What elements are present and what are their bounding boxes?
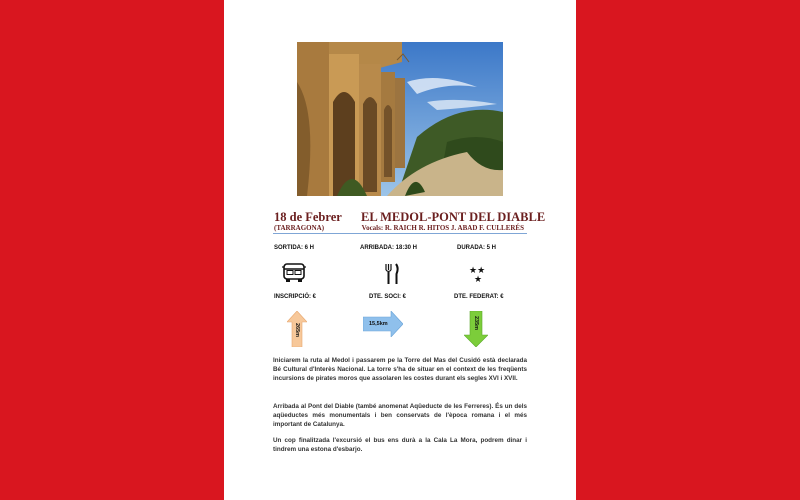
paragraph-medol: Iniciarem la ruta al Medol i passarem pe la Torre del Mas del Cusidó està declarada Bé Cultural d'Interès Nacional. La torre s'ha de situar en el context de les freqüents incursions de pirates moros que assolaren les costes durant els segles XVI i XVII. xyxy=(273,357,527,383)
aqueduct-photo xyxy=(297,42,503,196)
paragraph-cala-mora: Un cop finalitzada l'excursió el bus ens durà a la Cala La Mora, podrem dinar i tindrem una estona d'esbarjo. xyxy=(273,437,527,454)
paragraph-pont-diable: Arribada al Pont del Diable (també anomenat Aqüeducte de les Ferreres). És un dels aqüeductes més monumentals i ben conservats de l'època romana i el més important de Catalunya. xyxy=(273,403,527,429)
departure-label: SORTIDA: 6 H xyxy=(274,245,315,251)
bus-icon xyxy=(282,262,306,289)
flyer-page xyxy=(224,0,576,500)
stars-icon xyxy=(469,264,491,289)
event-region: (TARRAGONA) xyxy=(274,224,325,232)
federated-discount: DTE. FEDERAT: € xyxy=(454,294,504,300)
cutlery-icon xyxy=(384,263,400,290)
member-discount: DTE. SOCI: € xyxy=(369,294,407,300)
duration-label: DURADA: 5 H xyxy=(457,245,496,251)
registration-fee: INSCRIPCIÓ: € xyxy=(274,294,317,300)
arrival-label: ARRIBADA: 18:30 H xyxy=(360,245,418,251)
title-divider xyxy=(273,233,527,234)
event-title: EL MEDOL-PONT DEL DIABLE xyxy=(361,210,546,224)
svg-text:★★: ★★ xyxy=(469,266,486,276)
svg-text:★: ★ xyxy=(474,275,483,284)
ascent-value: 265m xyxy=(294,322,300,338)
descent-value: 235m xyxy=(473,315,479,331)
event-date: 18 de Febrer xyxy=(274,210,342,224)
event-vocals: Vocals: R. RAICH R. HITOS J. ABAD F. CULLERÉS xyxy=(361,224,524,232)
distance-value: 15,5km xyxy=(369,321,388,327)
